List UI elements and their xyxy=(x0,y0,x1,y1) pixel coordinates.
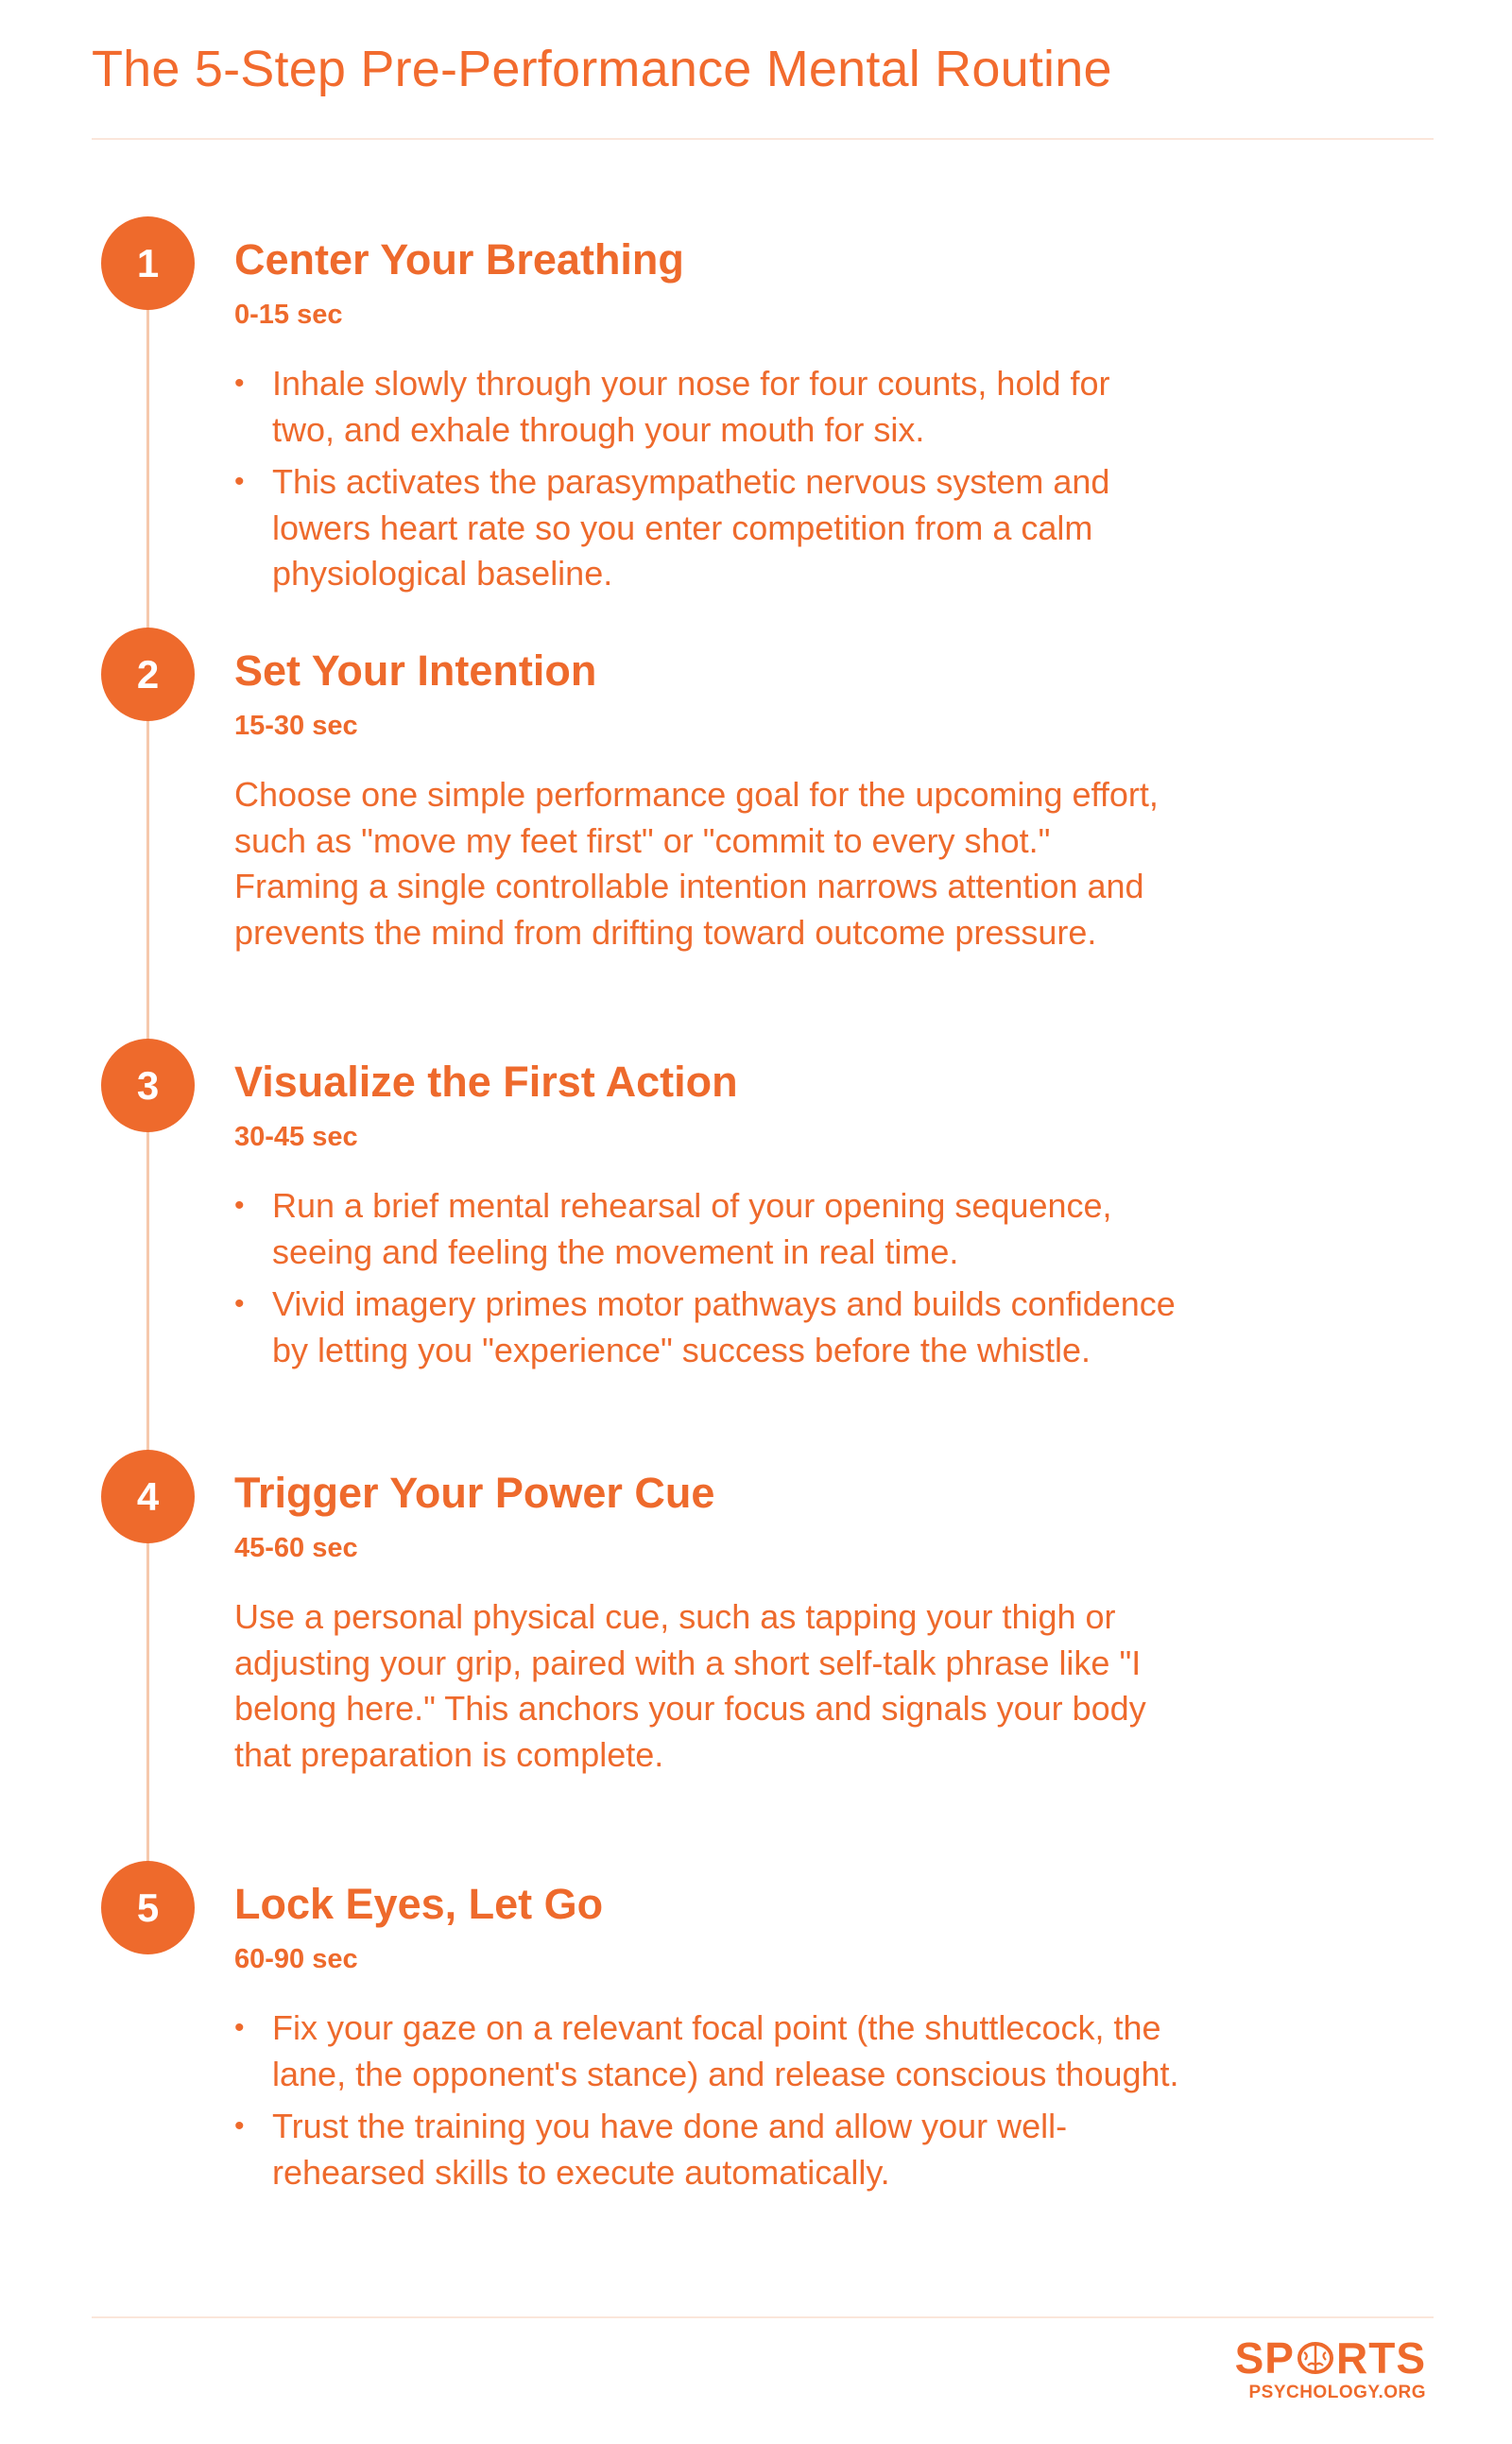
bullet-text: Vivid imagery primes motor pathways and builds confidence by letting you "experience" success before the whistle. xyxy=(272,1284,1176,1369)
bullet-text: Run a brief mental rehearsal of your opening sequence, seeing and feeling the movement in real time. xyxy=(272,1186,1112,1271)
bullet-text: This activates the parasympathetic nervous system and lowers heart rate so you enter competition from a calm physiological baseline. xyxy=(272,462,1110,593)
step-time: 0-15 sec xyxy=(234,300,343,330)
bullet-text: Inhale slowly through your nose for four counts, hold for two, and exhale through your mouth for six. xyxy=(272,364,1110,449)
step-text: Choose one simple performance goal for the upcoming effort, such as "move my feet first" or "commit to every shot." Framing a single controllable intention narrows attention and prevents the mind from drifting toward outcome pressure. xyxy=(234,775,1159,952)
step-number-badge: 1 xyxy=(101,216,195,310)
step-title: Lock Eyes, Let Go xyxy=(234,1880,604,1928)
site-logo[interactable] xyxy=(1235,2334,1426,2402)
step-time: 15-30 sec xyxy=(234,711,358,741)
step-body xyxy=(234,772,1179,955)
bullet-item xyxy=(234,361,1179,453)
bullet-icon: • xyxy=(234,466,245,497)
step-title: Trigger Your Power Cue xyxy=(234,1469,715,1517)
page-title: The 5-Step Pre-Performance Mental Routine xyxy=(92,41,1112,97)
bullet-text: Trust the training you have done and allow your well-rehearsed skills to execute automatically. xyxy=(272,2107,1068,2192)
step-title: Set Your Intention xyxy=(234,646,597,695)
bottom-divider xyxy=(92,2316,1434,2318)
step-number-badge: 3 xyxy=(101,1039,195,1132)
step-number-badge: 2 xyxy=(101,628,195,721)
bullet-list xyxy=(234,2005,1179,2195)
step-time: 30-45 sec xyxy=(234,1122,358,1152)
step-title: Visualize the First Action xyxy=(234,1058,738,1106)
step-body xyxy=(234,361,1179,604)
step-number-badge: 4 xyxy=(101,1450,195,1543)
step-text: Use a personal physical cue, such as tapping your thigh or adjusting your grip, paired with a short self-talk phrase like "I belong here." This anchors your focus and signals your body that preparation is complete. xyxy=(234,1597,1146,1774)
step-time: 45-60 sec xyxy=(234,1533,358,1563)
step-number-badge: 5 xyxy=(101,1861,195,1954)
bullet-text: Fix your gaze on a relevant focal point (the shuttlecock, the lane, the opponent's stance) and release conscious thought. xyxy=(272,2008,1179,2093)
step-body xyxy=(234,1594,1179,1778)
bullet-icon: • xyxy=(234,2012,245,2043)
bullet-item xyxy=(234,459,1179,597)
bullet-item xyxy=(234,1282,1179,1373)
bullet-icon: • xyxy=(234,1190,245,1221)
logo-text-left: SP xyxy=(1234,2333,1295,2383)
bullet-icon: • xyxy=(234,368,245,399)
logo-subtitle: PSYCHOLOGY.ORG xyxy=(1248,2383,1426,2402)
brain-icon xyxy=(1297,2341,1334,2375)
bullet-item xyxy=(234,2005,1179,2097)
bullet-item xyxy=(234,2104,1179,2195)
bullet-list xyxy=(234,1183,1179,1373)
bullet-icon: • xyxy=(234,2110,245,2142)
logo-text-right: RTS xyxy=(1336,2333,1426,2383)
step-time: 60-90 sec xyxy=(234,1944,358,1974)
bullet-icon: • xyxy=(234,1288,245,1319)
bullet-item xyxy=(234,1183,1179,1275)
step-title: Center Your Breathing xyxy=(234,235,684,284)
step-body xyxy=(234,2005,1179,2202)
step-body xyxy=(234,1183,1179,1380)
logo-wordmark xyxy=(1235,2334,1426,2382)
bullet-list xyxy=(234,361,1179,597)
top-divider xyxy=(92,138,1434,140)
